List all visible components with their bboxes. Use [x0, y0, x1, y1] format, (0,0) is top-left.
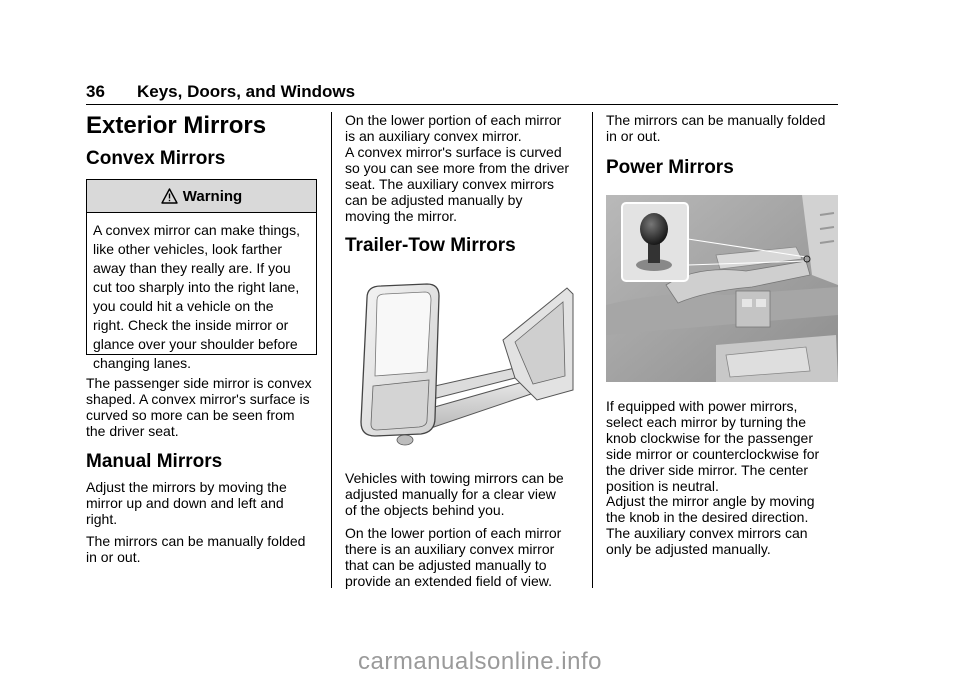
- text-line: in or out.: [606, 128, 661, 144]
- trailer-tow-paragraph-2: [345, 525, 585, 589]
- power-mirrors-heading: Power Mirrors: [606, 157, 734, 178]
- text-line: The auxiliary convex mirrors can: [606, 525, 808, 541]
- text-line: side mirror or counterclockwise for: [606, 446, 820, 462]
- text-line: mirror up and down and left and: [86, 495, 284, 511]
- text-line: A convex mirror's surface is curved: [345, 144, 562, 160]
- text-line: provide an extended field of view.: [345, 573, 553, 589]
- warning-box: [86, 179, 317, 371]
- convex-mirrors-heading: Convex Mirrors: [86, 148, 226, 169]
- column-divider-2: [592, 112, 593, 588]
- text-line: seat. The auxiliary convex mirrors: [345, 176, 555, 192]
- trailer-tow-paragraph-1: [345, 470, 585, 518]
- header-rule: [86, 104, 838, 105]
- text-line: moving the mirror.: [345, 208, 458, 224]
- text-line: there is an auxiliary convex mirror: [345, 541, 555, 557]
- text-line: can be adjusted manually by: [345, 192, 523, 208]
- text-line: of the objects behind you.: [345, 502, 505, 518]
- manual-mirrors-heading: Manual Mirrors: [86, 451, 223, 472]
- passenger-mirror-paragraph: [86, 375, 326, 439]
- text-line: in or out.: [86, 549, 141, 565]
- text-line: The mirrors can be manually folded: [606, 112, 826, 128]
- text-line: If equipped with power mirrors,: [606, 398, 798, 414]
- text-line: right.: [86, 511, 118, 527]
- warning-header: [87, 180, 316, 213]
- power-mirrors-paragraph-2: [606, 493, 846, 557]
- text-line: so you can see more from the driver: [345, 160, 570, 176]
- text-line: adjusted manually for a clear view: [345, 486, 556, 502]
- text-line: is an auxiliary convex mirror.: [345, 128, 522, 144]
- auxiliary-mirror-paragraph: [345, 112, 585, 224]
- text-line: The mirrors can be manually folded: [86, 533, 306, 549]
- text-line: knob clockwise for the passenger: [606, 430, 813, 446]
- warning-line: right. Check the inside mirror or: [93, 317, 289, 333]
- warning-line: glance over your shoulder before: [93, 336, 298, 352]
- text-line: The passenger side mirror is convex: [86, 375, 312, 391]
- text-line: curved so more can be seen from: [86, 407, 295, 423]
- text-line: Vehicles with towing mirrors can be: [345, 470, 564, 486]
- text-line: select each mirror by turning the: [606, 414, 806, 430]
- text-line: position is neutral.: [606, 478, 719, 494]
- text-line: the driver seat.: [86, 423, 179, 439]
- warning-line: like other vehicles, look farther: [93, 241, 283, 257]
- manual-mirrors-paragraph-1: [86, 479, 326, 527]
- text-line: On the lower portion of each mirror: [345, 112, 562, 128]
- page-title: Exterior Mirrors: [86, 112, 267, 139]
- power-mirrors-paragraph-1: [606, 398, 846, 494]
- warning-line: you could hit a vehicle on the: [93, 298, 274, 314]
- text-line: Adjust the mirrors by moving the: [86, 479, 287, 495]
- warning-triangle-icon: [161, 188, 178, 204]
- page-number: 36: [86, 82, 105, 101]
- manual-mirrors-paragraph-2: [86, 533, 326, 565]
- trailer-tow-mirror-illustration: [355, 280, 580, 450]
- text-line: On the lower portion of each mirror: [345, 525, 562, 541]
- trailer-tow-mirrors-heading: Trailer-Tow Mirrors: [345, 235, 516, 256]
- text-line: shaped. A convex mirror's surface is: [86, 391, 310, 407]
- warning-line: A convex mirror can make things,: [93, 222, 300, 238]
- text-line: that can be adjusted manually to: [345, 557, 547, 573]
- power-mirror-control-illustration: [606, 195, 838, 382]
- watermark: carmanualsonline.info: [358, 648, 602, 675]
- text-line: the knob in the desired direction.: [606, 509, 809, 525]
- section-title: Keys, Doors, and Windows: [137, 82, 356, 101]
- fold-mirrors-paragraph: [606, 112, 846, 144]
- text-line: only be adjusted manually.: [606, 541, 771, 557]
- warning-line: away than they really are. If you: [93, 260, 291, 276]
- page-header: [86, 82, 355, 102]
- column-divider-1: [331, 112, 332, 588]
- warning-label: Warning: [182, 187, 243, 205]
- text-line: the driver side mirror. The center: [606, 462, 809, 478]
- text-line: Adjust the mirror angle by moving: [606, 493, 815, 509]
- warning-line: cut too sharply into the right lane,: [93, 279, 300, 295]
- warning-line: changing lanes.: [93, 355, 192, 371]
- warning-text: [87, 213, 316, 373]
